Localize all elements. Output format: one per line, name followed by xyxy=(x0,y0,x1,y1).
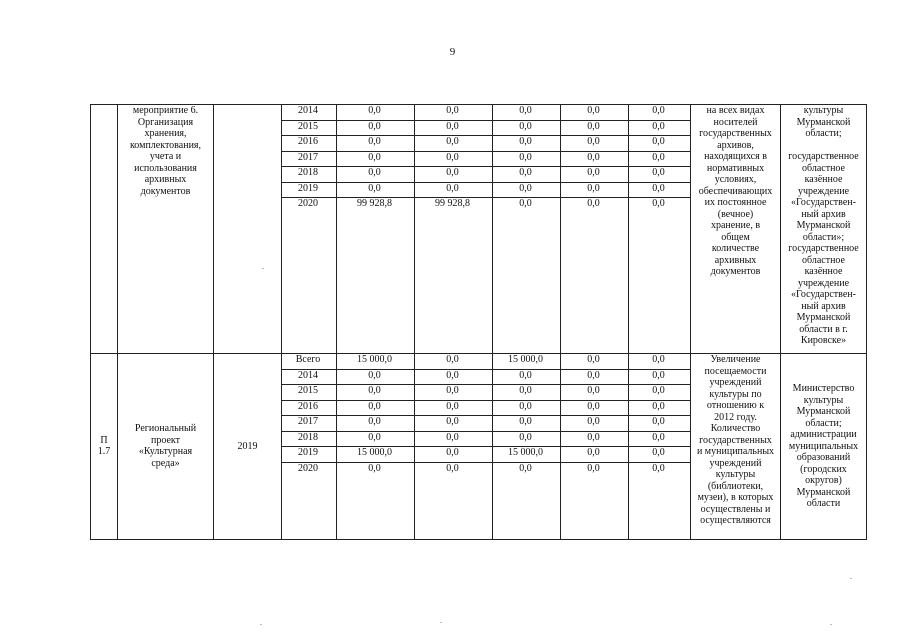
funding-cell: 0,0 xyxy=(415,400,493,416)
total-funding-cell: 0,0 xyxy=(337,431,415,447)
year-cell: 2014 xyxy=(282,369,337,385)
executor-cell: Министерство культуры Мурманской области; администрации муниципальных образований (городских округов) Мурманской области xyxy=(781,354,867,540)
funding-cell: 0,0 xyxy=(629,416,691,432)
total-funding-cell: 0,0 xyxy=(337,462,415,539)
total-funding-cell: 0,0 xyxy=(337,369,415,385)
funding-cell: 0,0 xyxy=(415,182,493,198)
funding-cell: 0,0 xyxy=(629,431,691,447)
funding-cell: 0,0 xyxy=(415,120,493,136)
funding-cell: 0,0 xyxy=(493,416,561,432)
funding-cell: 0,0 xyxy=(561,462,629,539)
number-cell xyxy=(91,105,118,354)
total-funding-cell: 0,0 xyxy=(337,120,415,136)
funding-cell: 0,0 xyxy=(561,182,629,198)
funding-cell: 0,0 xyxy=(415,447,493,463)
funding-cell: 0,0 xyxy=(629,447,691,463)
total-funding-cell: 0,0 xyxy=(337,400,415,416)
total-funding-cell: 15 000,0 xyxy=(337,447,415,463)
funding-cell: 0,0 xyxy=(561,431,629,447)
scan-speck xyxy=(260,624,262,625)
year-cell: 2014 xyxy=(282,105,337,121)
funding-cell: 0,0 xyxy=(415,462,493,539)
funding-cell: 15 000,0 xyxy=(493,354,561,370)
funding-cell: 0,0 xyxy=(561,136,629,152)
measure-cell: мероприятие 6. Организация хранения, комплектования, учета и использования архивных документов xyxy=(118,105,214,354)
funding-cell: 0,0 xyxy=(629,151,691,167)
deadline-cell xyxy=(214,105,282,354)
total-funding-cell: 0,0 xyxy=(337,385,415,401)
funding-cell: 0,0 xyxy=(493,136,561,152)
funding-cell: 0,0 xyxy=(493,198,561,354)
total-funding-cell: 0,0 xyxy=(337,167,415,183)
funding-cell: 0,0 xyxy=(415,385,493,401)
funding-cell: 0,0 xyxy=(629,136,691,152)
funding-cell: 0,0 xyxy=(493,369,561,385)
year-cell: Всего xyxy=(282,354,337,370)
funding-cell: 0,0 xyxy=(629,354,691,370)
year-cell: 2017 xyxy=(282,416,337,432)
total-funding-cell: 99 928,8 xyxy=(337,198,415,354)
funding-cell: 99 928,8 xyxy=(415,198,493,354)
funding-cell: 0,0 xyxy=(415,354,493,370)
funding-cell: 0,0 xyxy=(561,151,629,167)
total-funding-cell: 15 000,0 xyxy=(337,354,415,370)
funding-cell: 0,0 xyxy=(415,105,493,121)
funding-cell: 0,0 xyxy=(629,462,691,539)
year-cell: 2015 xyxy=(282,120,337,136)
funding-cell: 0,0 xyxy=(629,182,691,198)
scan-speck xyxy=(262,268,264,269)
section-archive-measure xyxy=(91,105,867,354)
total-funding-cell: 0,0 xyxy=(337,182,415,198)
year-cell: 2016 xyxy=(282,400,337,416)
funding-cell: 0,0 xyxy=(561,385,629,401)
funding-cell: 0,0 xyxy=(629,120,691,136)
year-cell: 2017 xyxy=(282,151,337,167)
funding-cell: 0,0 xyxy=(493,182,561,198)
funding-cell: 0,0 xyxy=(561,369,629,385)
measure-cell: Региональный проект «Культурная среда» xyxy=(118,354,214,540)
funding-cell: 0,0 xyxy=(561,105,629,121)
indicator-cell: на всех видах носителей государственных архивов, находящихся в нормативных условиях, обеспечивающих их постоянное (вечное) хранение, в общем количестве архивных документов xyxy=(691,105,781,354)
indicator-cell: Увеличение посещаемости учреждений культуры по отношению к 2012 году. Количество государственных и муниципальных учреждений культуры (библиотеки, музеи), в которых осуществлены и осуществляются xyxy=(691,354,781,540)
funding-cell: 0,0 xyxy=(493,105,561,121)
funding-cell: 0,0 xyxy=(629,369,691,385)
table-row xyxy=(91,105,867,121)
funding-cell: 0,0 xyxy=(561,167,629,183)
page-number: 9 xyxy=(449,46,456,58)
funding-cell: 0,0 xyxy=(561,354,629,370)
funding-cell: 0,0 xyxy=(415,151,493,167)
funding-cell: 0,0 xyxy=(415,136,493,152)
scan-speck xyxy=(850,578,852,579)
year-cell: 2018 xyxy=(282,431,337,447)
funding-cell: 0,0 xyxy=(415,369,493,385)
year-cell: 2019 xyxy=(282,182,337,198)
funding-cell: 0,0 xyxy=(561,120,629,136)
funding-cell: 0,0 xyxy=(415,167,493,183)
funding-cell: 0,0 xyxy=(493,167,561,183)
funding-cell: 0,0 xyxy=(561,198,629,354)
funding-cell: 0,0 xyxy=(629,198,691,354)
funding-cell: 0,0 xyxy=(561,416,629,432)
executor-cell: культуры Мурманской области; государственное областное казённое учреждение «Государствен- ный архив Мурманской области»; государственное областное казённое учреждение «Государствен- ный архив Мурманской области в г. Кировске» xyxy=(781,105,867,354)
funding-cell: 0,0 xyxy=(629,400,691,416)
funding-cell: 15 000,0 xyxy=(493,447,561,463)
program-budget-table xyxy=(90,104,867,540)
funding-cell: 0,0 xyxy=(493,151,561,167)
deadline-cell: 2019 xyxy=(214,354,282,540)
funding-cell: 0,0 xyxy=(629,167,691,183)
year-cell: 2019 xyxy=(282,447,337,463)
funding-cell: 0,0 xyxy=(415,431,493,447)
year-cell: 2020 xyxy=(282,462,337,539)
funding-cell: 0,0 xyxy=(493,462,561,539)
funding-cell: 0,0 xyxy=(561,447,629,463)
funding-cell: 0,0 xyxy=(493,120,561,136)
total-funding-cell: 0,0 xyxy=(337,416,415,432)
funding-cell: 0,0 xyxy=(493,400,561,416)
scan-speck xyxy=(440,622,442,623)
funding-cell: 0,0 xyxy=(415,416,493,432)
scan-speck xyxy=(830,624,832,625)
funding-cell: 0,0 xyxy=(629,105,691,121)
funding-cell: 0,0 xyxy=(561,400,629,416)
total-funding-cell: 0,0 xyxy=(337,136,415,152)
year-cell: 2016 xyxy=(282,136,337,152)
year-cell: 2015 xyxy=(282,385,337,401)
funding-cell: 0,0 xyxy=(629,385,691,401)
section-regional-project xyxy=(91,354,867,540)
total-funding-cell: 0,0 xyxy=(337,151,415,167)
funding-cell: 0,0 xyxy=(493,385,561,401)
total-funding-cell: 0,0 xyxy=(337,105,415,121)
year-cell: 2018 xyxy=(282,167,337,183)
funding-cell: 0,0 xyxy=(493,431,561,447)
table-row xyxy=(91,354,867,370)
year-cell: 2020 xyxy=(282,198,337,354)
number-cell: П 1.7 xyxy=(91,354,118,540)
